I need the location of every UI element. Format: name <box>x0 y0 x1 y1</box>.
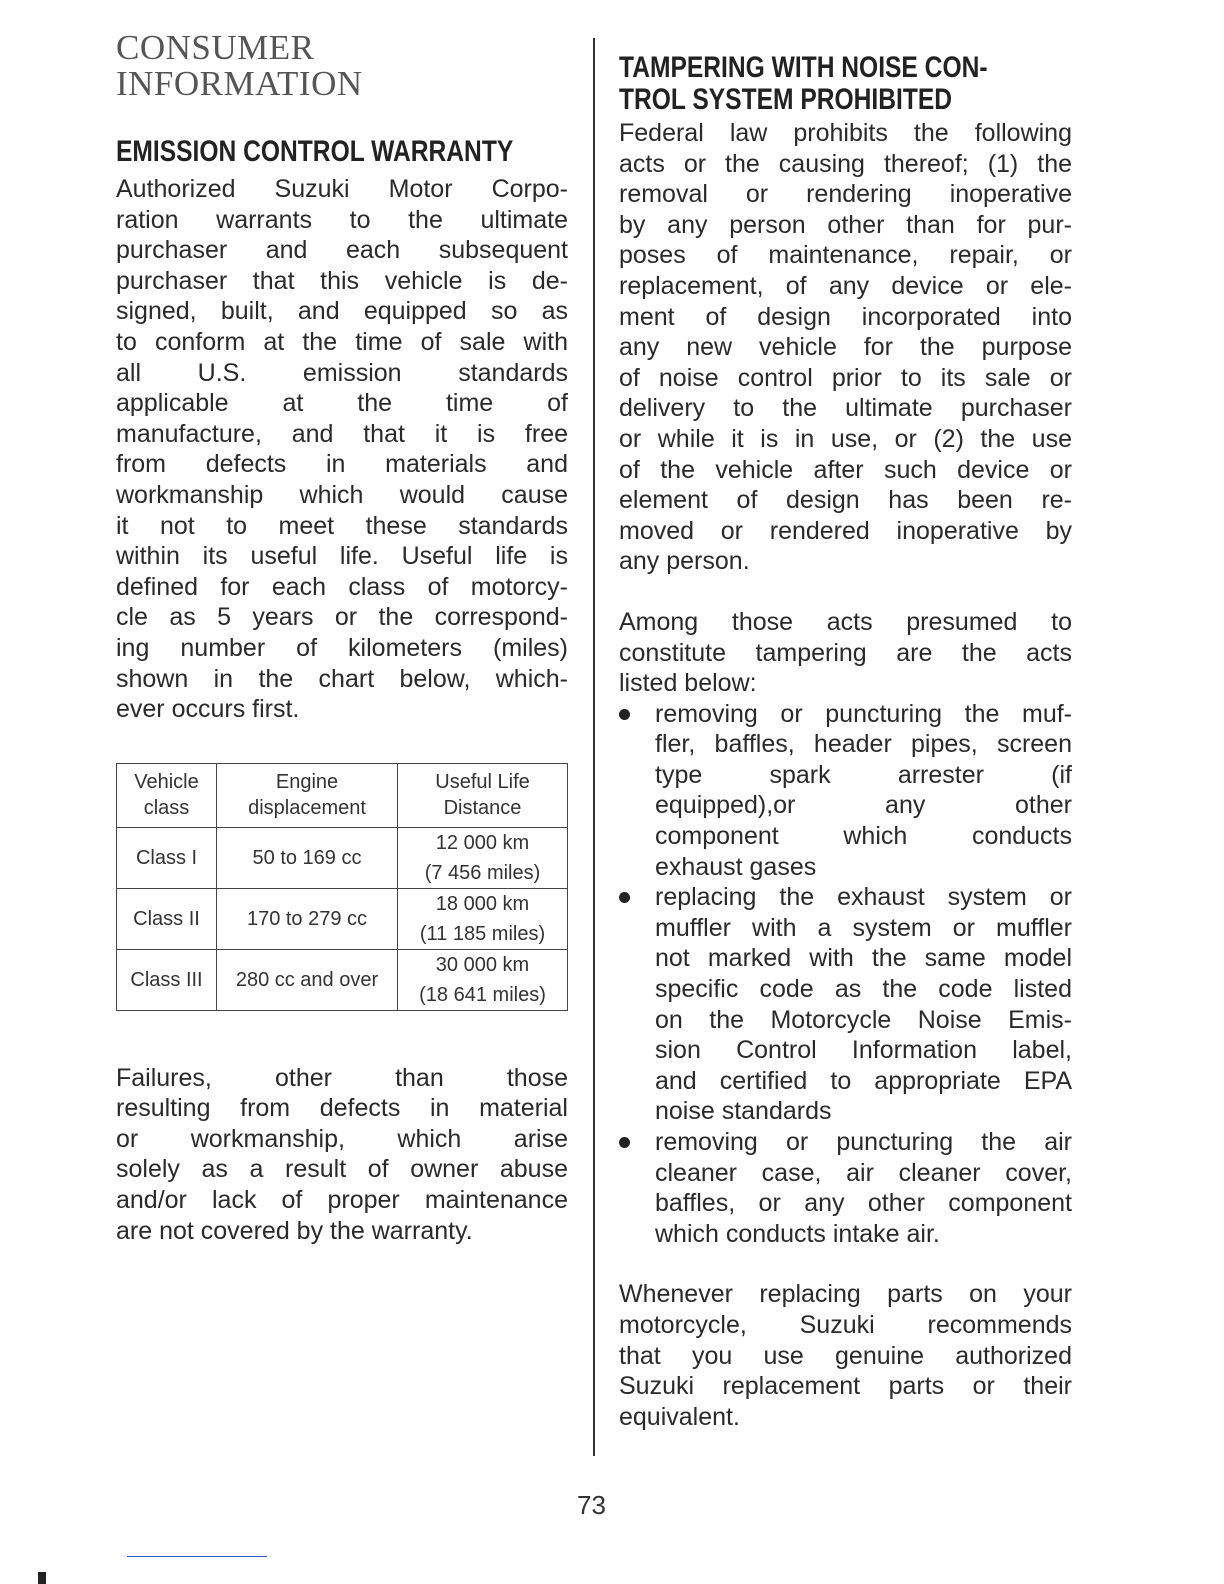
distance-km: 30 000 km <box>435 953 530 976</box>
text-line: Suzuki replacement parts or their <box>619 1372 1072 1401</box>
heading-line: TROL SYSTEM PROHIBITED <box>619 83 953 116</box>
table-row <box>117 888 568 949</box>
text-line: poses of maintenance, repair, or <box>619 241 1072 270</box>
section-title <box>116 30 568 102</box>
header-text: class <box>143 797 190 820</box>
text-line: fler, baffles, header pipes, screen <box>655 730 1072 759</box>
text-line: solely as a result of owner abuse <box>116 1155 568 1184</box>
title-line: INFORMATION <box>116 64 363 103</box>
emission-heading: EMISSION CONTROL WARRANTY <box>116 135 514 168</box>
text-line: sion Control Information label, <box>655 1036 1072 1065</box>
bullet-icon <box>619 892 630 903</box>
text-line: constitute tampering are the acts <box>619 638 1072 667</box>
bullet-icon <box>619 1137 630 1148</box>
bullet-icon <box>619 709 630 720</box>
class-cell: Class II <box>117 888 217 949</box>
text-line: it not to meet these standards <box>116 511 568 540</box>
text-line: and/or lack of proper maintenance <box>116 1186 568 1215</box>
text-line: Whenever replacing parts on your <box>619 1280 1072 1309</box>
text-line: replacement, of any device or ele- <box>619 271 1072 300</box>
text-line: ever occurs first. <box>116 695 300 724</box>
list-item <box>619 699 1072 883</box>
text-line: shown in the chart below, which- <box>116 664 568 693</box>
column-divider <box>593 38 595 1456</box>
warranty-paragraph <box>116 174 568 725</box>
text-line: ration warrants to the ultimate <box>116 205 568 234</box>
text-line: workmanship which would cause <box>116 480 568 509</box>
replacement-parts-paragraph <box>619 1279 1072 1432</box>
text-line: acts or the causing thereof; (1) the <box>619 149 1072 178</box>
tampering-list <box>619 699 1072 1250</box>
list-item-text <box>655 1127 1072 1249</box>
text-line: which conducts intake air. <box>655 1219 940 1248</box>
text-line: to conform at the time of sale with <box>116 327 568 356</box>
title-line: CONSUMER <box>116 28 315 67</box>
acts-paragraph <box>619 607 1072 699</box>
distance-cell <box>398 827 568 888</box>
text-line: exhaust gases <box>655 852 817 881</box>
text-line: Authorized Suzuki Motor Corpo- <box>116 175 568 203</box>
distance-cell <box>398 888 568 949</box>
text-line: purchaser that this vehicle is de- <box>116 266 568 295</box>
text-line: ing number of kilometers (miles) <box>116 633 568 662</box>
text-line: Federal law prohibits the following <box>619 119 1072 147</box>
distance-miles: (18 641 miles) <box>419 983 546 1006</box>
header-text: Useful Life <box>435 771 530 794</box>
federal-law-paragraph <box>619 118 1072 577</box>
header-text: Distance <box>443 797 522 820</box>
text-line: muffler with a system or muffler <box>655 913 1072 942</box>
text-line: not marked with the same model <box>655 944 1072 973</box>
useful-life-table <box>116 763 568 1011</box>
text-line: any person. <box>619 547 750 576</box>
text-line: removal or rendering inoperative <box>619 180 1072 209</box>
text-line: manufacture, and that it is free <box>116 419 568 448</box>
text-line: purchaser and each subsequent <box>116 236 568 265</box>
right-column <box>619 52 1072 1432</box>
text-line: Failures, other than those <box>116 1063 568 1092</box>
text-line: cle as 5 years or the correspond- <box>116 603 568 632</box>
text-line: from defects in materials and <box>116 450 568 479</box>
displacement-cell: 280 cc and over <box>217 949 398 1010</box>
text-line: on the Motorcycle Noise Emis- <box>655 1005 1072 1034</box>
text-line: within its useful life. Useful life is <box>116 542 568 571</box>
text-line: resulting from defects in material <box>116 1094 568 1123</box>
distance-miles: (11 185 miles) <box>419 922 546 945</box>
table-row <box>117 827 568 888</box>
header-cell <box>117 763 217 827</box>
text-line: replacing the exhaust system or <box>655 883 1072 912</box>
heading-line: TAMPERING WITH NOISE CON- <box>619 51 988 84</box>
text-line: moved or rendered inoperative by <box>619 516 1072 545</box>
text-line: motorcycle, Suzuki recommends <box>619 1310 1072 1339</box>
distance-km: 12 000 km <box>435 831 530 854</box>
list-item-text <box>655 699 1072 883</box>
distance-km: 18 000 km <box>435 892 530 915</box>
failures-paragraph <box>116 1063 568 1247</box>
text-line: or workmanship, which arise <box>116 1124 568 1153</box>
distance-miles: (7 456 miles) <box>424 861 541 884</box>
text-line: equipped),or any other <box>655 791 1072 820</box>
displacement-cell: 50 to 169 cc <box>217 827 398 888</box>
class-cell: Class III <box>117 949 217 1010</box>
list-item <box>619 1127 1072 1249</box>
displacement-cell: 170 to 279 cc <box>217 888 398 949</box>
header-cell <box>398 763 568 827</box>
text-line: baffles, or any other component <box>655 1189 1072 1218</box>
class-cell: Class I <box>117 827 217 888</box>
text-line: that you use genuine authorized <box>619 1341 1072 1370</box>
tampering-heading <box>619 52 990 116</box>
header-text: Vehicle <box>134 771 199 794</box>
text-line: of noise control prior to its sale or <box>619 363 1072 392</box>
table-row <box>117 949 568 1010</box>
text-line: of the vehicle after such device or <box>619 455 1072 484</box>
text-line: removing or puncturing the muf- <box>655 699 1072 728</box>
text-line: cleaner case, air cleaner cover, <box>655 1158 1072 1187</box>
text-line: noise standards <box>655 1097 832 1126</box>
header-text: Engine <box>275 771 339 794</box>
text-line: type spark arrester (if <box>655 760 1072 789</box>
scan-mark <box>38 1572 46 1584</box>
header-cell <box>217 763 398 827</box>
text-line: Among those acts presumed to <box>619 607 1072 636</box>
text-line: listed below: <box>619 669 757 698</box>
header-text: displacement <box>248 797 366 820</box>
distance-cell <box>398 949 568 1010</box>
text-line: signed, built, and equipped so as <box>116 297 568 326</box>
left-column <box>116 30 568 1246</box>
text-line: and certified to appropriate EPA <box>655 1066 1072 1095</box>
text-line: defined for each class of motorcy- <box>116 572 568 601</box>
page-number: 73 <box>577 1490 606 1520</box>
footer-rule <box>127 1556 267 1557</box>
text-line: component which conducts <box>655 822 1072 851</box>
text-line: applicable at the time of <box>116 389 568 418</box>
text-line: ment of design incorporated into <box>619 302 1072 331</box>
text-line: delivery to the ultimate purchaser <box>619 394 1072 423</box>
list-item-text <box>655 882 1072 1127</box>
text-line: any new vehicle for the purpose <box>619 333 1072 362</box>
text-line: or while it is in use, or (2) the use <box>619 424 1072 453</box>
text-line: all U.S. emission standards <box>116 358 568 387</box>
text-line: are not covered by the warranty. <box>116 1216 473 1245</box>
text-line: element of design has been re- <box>619 486 1072 515</box>
text-line: specific code as the code listed <box>655 975 1072 1004</box>
text-line: equivalent. <box>619 1402 740 1431</box>
text-line: removing or puncturing the air <box>655 1128 1072 1156</box>
text-line: by any person other than for pur- <box>619 210 1072 239</box>
list-item <box>619 882 1072 1127</box>
table-header-row <box>117 763 568 827</box>
